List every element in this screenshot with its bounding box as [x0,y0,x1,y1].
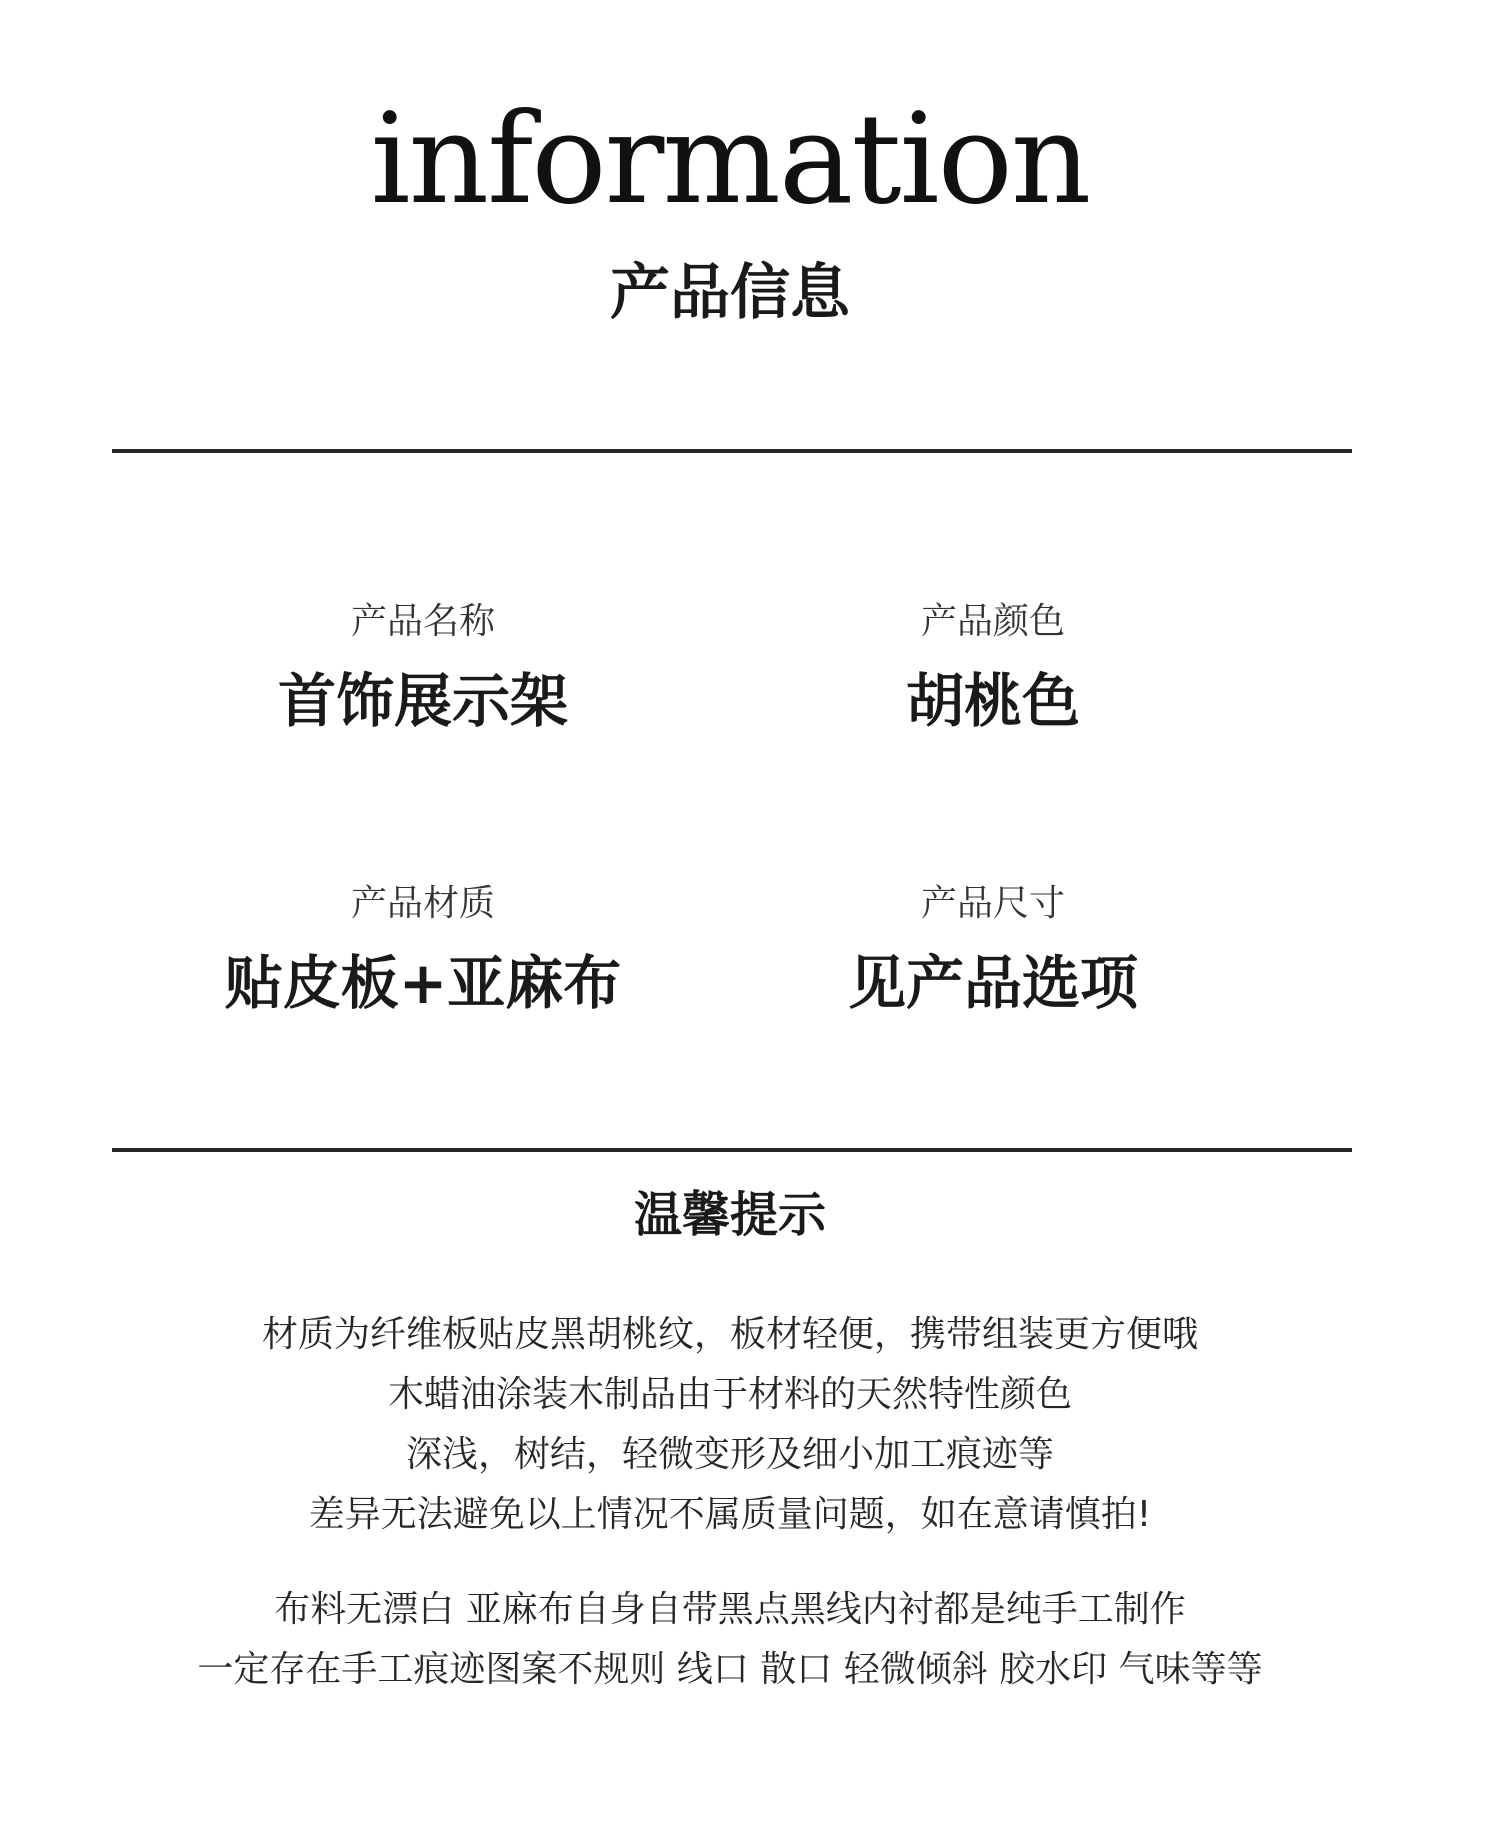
spec-value: 胡桃色 [905,667,1080,735]
spec-product-name [143,600,703,736]
notice-line: 材质为纤维板贴皮黑胡桃纹，板材轻便，携带组装更方便哦 [261,1314,1198,1355]
spec-value: 见产品选项 [847,949,1138,1017]
notice-line: 一定存在手工痕迹图案不规则 线口 散口 轻微倾斜 胶水印 气味等等 [197,1649,1263,1690]
spec-label: 产品颜色 [920,601,1065,642]
notice-line: 深浅，树结，轻微变形及细小加工痕迹等 [405,1434,1054,1475]
notice-line: 差异无法避免以上情况不属质量问题，如在意请慎拍! [308,1494,1152,1535]
spec-product-size [713,882,1273,1018]
notice-line: 木蜡油涂装木制品由于材料的天然特性颜色 [387,1374,1072,1415]
page-subtitle: 产品信息 [610,258,850,328]
spec-label: 产品名称 [350,601,495,642]
spec-value: 贴皮板+亚麻布 [224,949,622,1017]
divider-top [112,449,1352,453]
spec-product-color [713,600,1273,736]
divider-bottom [112,1148,1352,1152]
spec-value: 首饰展示架 [277,667,568,735]
spec-product-material [143,882,703,1018]
page-title: information [370,87,1090,232]
notice-title: 温馨提示 [633,1187,826,1243]
spec-label: 产品尺寸 [920,883,1065,924]
notice-paragraph-2 [0,1580,1460,1700]
spec-label: 产品材质 [350,883,495,924]
notice-paragraph-1 [0,1305,1460,1545]
notice-line: 布料无漂白 亚麻布自身自带黑点黑线内衬都是纯手工制作 [274,1589,1186,1630]
